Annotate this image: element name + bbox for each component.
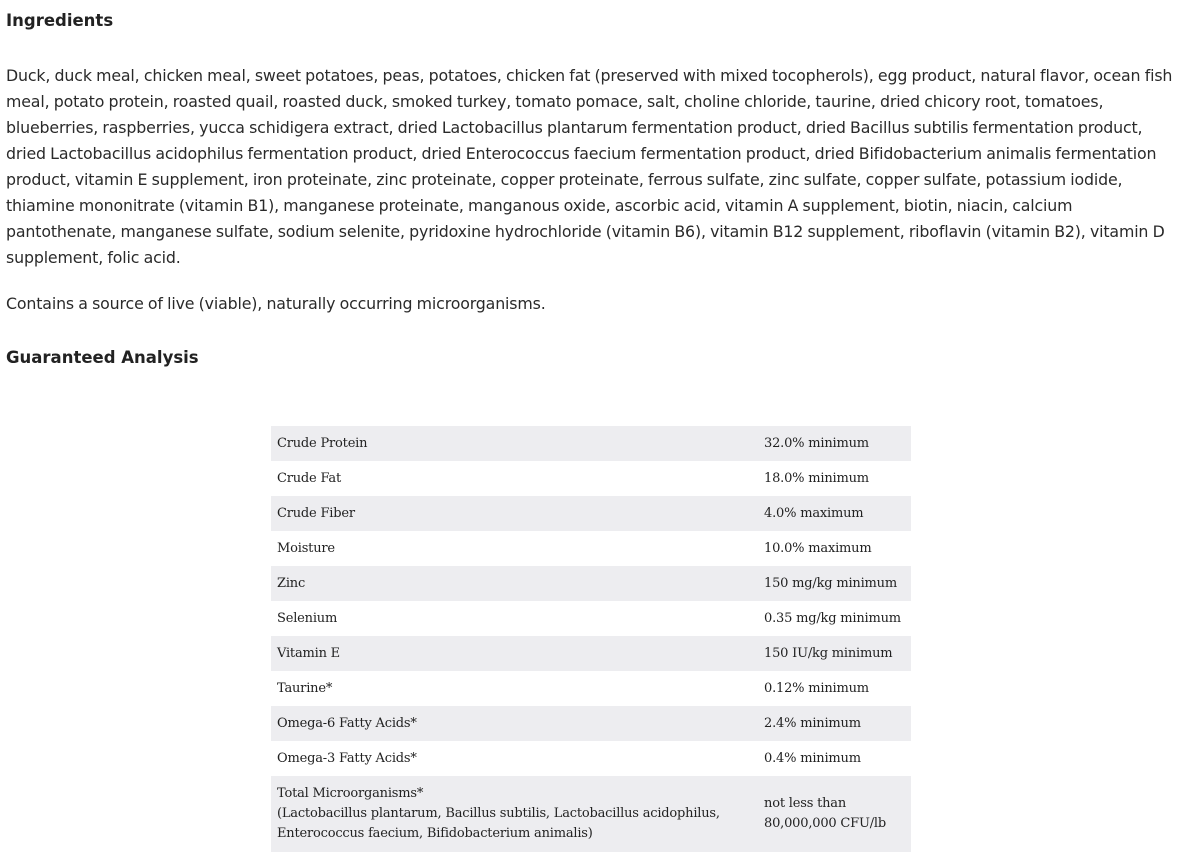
nutrient-name-line: (Lactobacillus plantarum, Bacillus subtilis, Lactobacillus acidophilus, (277, 806, 720, 821)
guaranteed-analysis-table (271, 426, 911, 852)
nutrient-name: Moisture (277, 541, 335, 556)
nutrient-name: Crude Fiber (271, 496, 752, 531)
nutrient-name: Crude Protein (271, 426, 752, 461)
nutrient-name: Omega-6 Fatty Acids* (271, 706, 752, 741)
table-row (271, 706, 911, 741)
nutrient-name: Zinc (271, 566, 752, 601)
nutrient-amount-line: 80,000,000 CFU/lb (764, 816, 886, 831)
nutrient-name-line: Enterococcus faecium, Bifidobacterium animalis) (277, 826, 593, 841)
guaranteed-analysis-heading: Guaranteed Analysis (6, 348, 199, 367)
nutrient-amount: 150 IU/kg minimum (752, 636, 911, 671)
nutrient-amount: 0.35 mg/kg minimum (764, 611, 901, 626)
nutrient-amount: 0.4% minimum (764, 751, 861, 766)
nutrient-amount: 18.0% minimum (764, 471, 869, 486)
table-row (271, 566, 911, 601)
nutrient-name-line: Total Microorganisms* (277, 786, 424, 801)
ingredients-list-text: Duck, duck meal, chicken meal, sweet potatoes, peas, potatoes, chicken fat (preserved with mixed tocopherols), egg product, natural flavor, ocean fish meal, potato protein, roasted quail, roasted duck, smoked turkey, tomato pomace, salt, choline chloride, taurine, dried chicory root, tomatoes, blueberries, raspberries, yucca schidigera extract, dried Lactobacillus plantarum fermentation product, dried Bacillus subtilis fermentation product, dried Lactobacillus acidophilus fermentation product, dried Enterococcus faecium fermentation product, dried Bifidobacterium animalis fermentation product, vitamin E supplement, iron proteinate, zinc proteinate, copper proteinate, ferrous sulfate, zinc sulfate, copper sulfate, potassium iodide, thiamine mononitrate (vitamin B1), manganese proteinate, manganous oxide, ascorbic acid, vitamin A supplement, biotin, niacin, calcium pantothenate, manganese sulfate, sodium selenite, pyridoxine hydrochloride (vitamin B6), vitamin B12 supplement, riboflavin (vitamin B2), vitamin D supplement, folic acid. (6, 66, 1173, 267)
nutrient-amount: 150 mg/kg minimum (752, 566, 911, 601)
table-row (271, 776, 911, 852)
nutrient-name (271, 776, 752, 852)
nutrient-amount: 2.4% minimum (752, 706, 911, 741)
nutrient-name: Crude Fat (277, 471, 341, 486)
table-row (271, 461, 911, 496)
nutrient-amount (752, 776, 911, 852)
nutrient-name: Selenium (277, 611, 338, 626)
ingredients-heading: Ingredients (6, 11, 114, 30)
table-row (271, 531, 911, 566)
nutrient-name: Taurine* (277, 681, 333, 696)
nutrient-amount: 10.0% maximum (764, 541, 872, 556)
table-row (271, 671, 911, 706)
table-row (271, 636, 911, 671)
table-row (271, 741, 911, 776)
nutrient-amount: 32.0% minimum (752, 426, 911, 461)
nutrient-name: Vitamin E (271, 636, 752, 671)
product-info-content (6, 8, 1178, 371)
nutrient-amount: 0.12% minimum (764, 681, 869, 696)
table-row (271, 601, 911, 636)
microorganisms-note: Contains a source of live (viable), naturally occurring microorganisms. (6, 294, 546, 313)
table-row (271, 496, 911, 531)
table-row (271, 426, 911, 461)
nutrient-amount: 4.0% maximum (752, 496, 911, 531)
nutrient-name: Omega-3 Fatty Acids* (277, 751, 417, 766)
nutrient-amount-line: not less than (764, 796, 847, 811)
